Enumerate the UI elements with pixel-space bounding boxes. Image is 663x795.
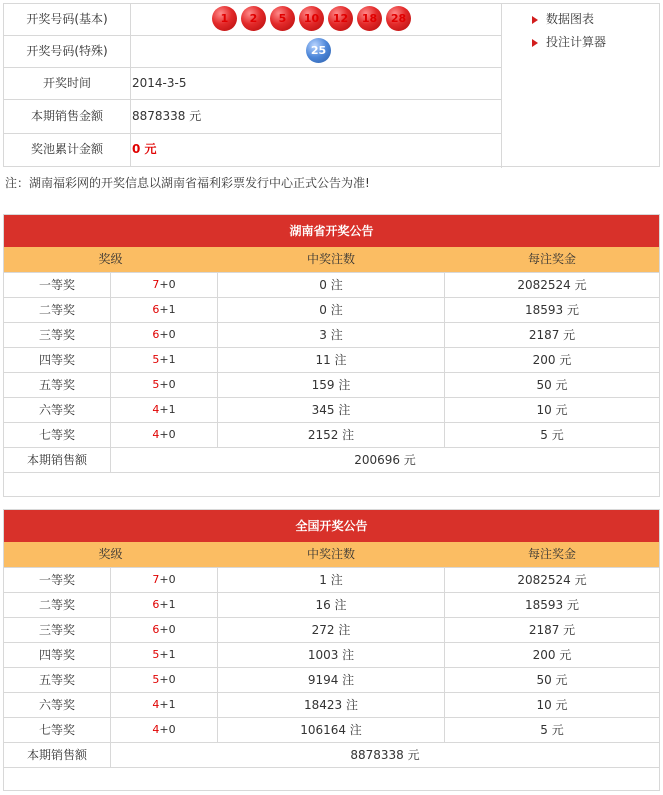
match-special: +0 <box>159 673 176 686</box>
header-level: 奖级 <box>98 547 123 561</box>
match-rule <box>111 423 217 447</box>
hunan-sales-label: 本期销售额 <box>26 453 87 467</box>
red-ball: 12 <box>328 6 353 31</box>
match-main: 5 <box>152 353 160 366</box>
match-special: +0 <box>159 723 176 736</box>
special-number-label: 开奖号码(特殊) <box>4 36 131 67</box>
match-special: +0 <box>159 328 176 341</box>
red-ball: 10 <box>299 6 324 31</box>
chart-link-label: 数据图表 <box>546 12 595 26</box>
match-rule <box>111 348 217 372</box>
match-special: +0 <box>159 428 176 441</box>
match-rule <box>111 323 217 347</box>
header-count: 中奖注数 <box>306 547 355 561</box>
match-rule <box>111 373 217 397</box>
prize-level: 七等奖 <box>38 428 75 442</box>
chart-link[interactable] <box>532 12 606 35</box>
winner-count: 16 注 <box>315 598 347 612</box>
table-row <box>4 667 659 692</box>
match-special: +1 <box>159 698 176 711</box>
prize-amount: 5 元 <box>540 428 564 442</box>
match-special: +1 <box>159 598 176 611</box>
triangle-right-icon <box>532 16 538 24</box>
header-prize: 每注奖金 <box>527 547 576 561</box>
national-sales-row <box>4 742 659 767</box>
hunan-announcement-table <box>3 214 660 497</box>
prize-level: 一等奖 <box>38 573 75 587</box>
red-ball: 28 <box>386 6 411 31</box>
prize-level: 一等奖 <box>38 278 75 292</box>
match-main: 4 <box>152 403 160 416</box>
match-main: 4 <box>152 698 160 711</box>
prize-amount: 2082524 元 <box>517 278 587 292</box>
match-main: 4 <box>152 723 160 736</box>
header-count: 中奖注数 <box>306 252 355 266</box>
table-row <box>4 717 659 742</box>
match-rule <box>111 398 217 422</box>
prize-level: 三等奖 <box>38 623 75 637</box>
prize-amount: 200 元 <box>532 353 572 367</box>
blue-ball: 25 <box>306 38 331 63</box>
header-level: 奖级 <box>98 252 123 266</box>
sales-row <box>4 100 501 134</box>
basic-balls <box>212 6 415 34</box>
prize-amount: 18593 元 <box>525 303 579 317</box>
match-special: +1 <box>159 648 176 661</box>
hunan-title: 湖南省开奖公告 <box>4 215 659 247</box>
draw-date-value: 2014-3-5 <box>132 76 187 90</box>
prize-level: 四等奖 <box>38 648 75 662</box>
winner-count: 2152 注 <box>307 428 355 442</box>
match-special: +1 <box>159 353 176 366</box>
winner-count: 3 注 <box>319 328 343 342</box>
winner-count: 159 注 <box>311 378 351 392</box>
table-row <box>4 692 659 717</box>
table-header <box>4 542 659 567</box>
winner-count: 1003 注 <box>307 648 355 662</box>
match-rule <box>111 693 217 717</box>
prize-amount: 5 元 <box>540 723 564 737</box>
match-main: 5 <box>152 673 160 686</box>
side-links <box>532 12 606 58</box>
prize-amount: 50 元 <box>536 673 568 687</box>
table-row <box>4 372 659 397</box>
winner-count: 18423 注 <box>304 698 358 712</box>
match-special: +0 <box>159 278 176 291</box>
prize-amount: 2187 元 <box>528 623 576 637</box>
header-prize: 每注奖金 <box>527 252 576 266</box>
draw-date-label: 开奖时间 <box>4 68 131 99</box>
match-rule <box>111 273 217 297</box>
prize-level: 三等奖 <box>38 328 75 342</box>
winner-count: 345 注 <box>311 403 351 417</box>
table-row <box>4 272 659 297</box>
national-title: 全国开奖公告 <box>4 510 659 542</box>
winner-count: 11 注 <box>315 353 347 367</box>
calculator-link-label: 投注计算器 <box>546 35 607 49</box>
hunan-sales-value: 200696 元 <box>354 453 416 467</box>
basic-numbers-row <box>4 4 501 36</box>
national-announcement-table <box>3 509 660 791</box>
prize-amount: 50 元 <box>536 378 568 392</box>
hunan-sales-row <box>4 447 659 472</box>
table-row <box>4 642 659 667</box>
prize-level: 七等奖 <box>38 723 75 737</box>
winner-count: 0 注 <box>319 303 343 317</box>
red-ball: 1 <box>212 6 237 31</box>
match-special: +0 <box>159 623 176 636</box>
table-row <box>4 567 659 592</box>
match-special: +0 <box>159 378 176 391</box>
disclaimer-note: 注：湖南福彩网的开奖信息以湖南省福利彩票发行中心正式公告为准! <box>5 176 370 190</box>
match-special: +0 <box>159 573 176 586</box>
prize-amount: 200 元 <box>532 648 572 662</box>
sales-value: 8878338 元 <box>132 109 202 123</box>
match-rule <box>111 618 217 642</box>
national-sales-value: 8878338 元 <box>350 748 420 762</box>
prize-amount: 10 元 <box>536 403 568 417</box>
table-row <box>4 397 659 422</box>
table-row <box>4 592 659 617</box>
prize-level: 六等奖 <box>38 403 75 417</box>
prize-level: 二等奖 <box>38 598 75 612</box>
prize-level: 四等奖 <box>38 353 75 367</box>
calculator-link[interactable] <box>532 35 606 58</box>
match-main: 6 <box>152 303 160 316</box>
pool-value: 0 元 <box>132 142 157 156</box>
match-rule <box>111 298 217 322</box>
winner-count: 106164 注 <box>300 723 362 737</box>
winner-count: 272 注 <box>311 623 351 637</box>
national-sales-label: 本期销售额 <box>26 748 87 762</box>
triangle-right-icon <box>532 39 538 47</box>
table-header <box>4 247 659 272</box>
prize-amount: 2082524 元 <box>517 573 587 587</box>
match-main: 7 <box>152 278 160 291</box>
sales-label: 本期销售金额 <box>4 100 131 133</box>
match-main: 4 <box>152 428 160 441</box>
prize-level: 五等奖 <box>38 378 75 392</box>
match-rule <box>111 568 217 592</box>
match-main: 5 <box>152 648 160 661</box>
prize-amount: 2187 元 <box>528 328 576 342</box>
prize-amount: 18593 元 <box>525 598 579 612</box>
winner-count: 1 注 <box>319 573 343 587</box>
draw-info-table <box>3 3 660 167</box>
match-special: +1 <box>159 303 176 316</box>
special-number-row <box>4 36 501 68</box>
prize-amount: 10 元 <box>536 698 568 712</box>
red-ball: 2 <box>241 6 266 31</box>
red-ball: 5 <box>270 6 295 31</box>
match-main: 6 <box>152 623 160 636</box>
table-row <box>4 617 659 642</box>
draw-date-row <box>4 68 501 100</box>
match-main: 6 <box>152 328 160 341</box>
match-rule <box>111 718 217 742</box>
table-row <box>4 322 659 347</box>
winner-count: 9194 注 <box>307 673 355 687</box>
prize-level: 六等奖 <box>38 698 75 712</box>
pool-label: 奖池累计金额 <box>4 134 131 166</box>
match-main: 5 <box>152 378 160 391</box>
match-special: +1 <box>159 403 176 416</box>
match-main: 6 <box>152 598 160 611</box>
table-row <box>4 347 659 372</box>
table-row <box>4 422 659 447</box>
match-rule <box>111 668 217 692</box>
match-rule <box>111 643 217 667</box>
prize-level: 二等奖 <box>38 303 75 317</box>
basic-numbers-label: 开奖号码(基本) <box>4 4 131 35</box>
prize-level: 五等奖 <box>38 673 75 687</box>
special-ball-wrap <box>306 38 335 66</box>
pool-row <box>4 134 501 166</box>
table-row <box>4 297 659 322</box>
red-ball: 18 <box>357 6 382 31</box>
match-main: 7 <box>152 573 160 586</box>
match-rule <box>111 593 217 617</box>
winner-count: 0 注 <box>319 278 343 292</box>
